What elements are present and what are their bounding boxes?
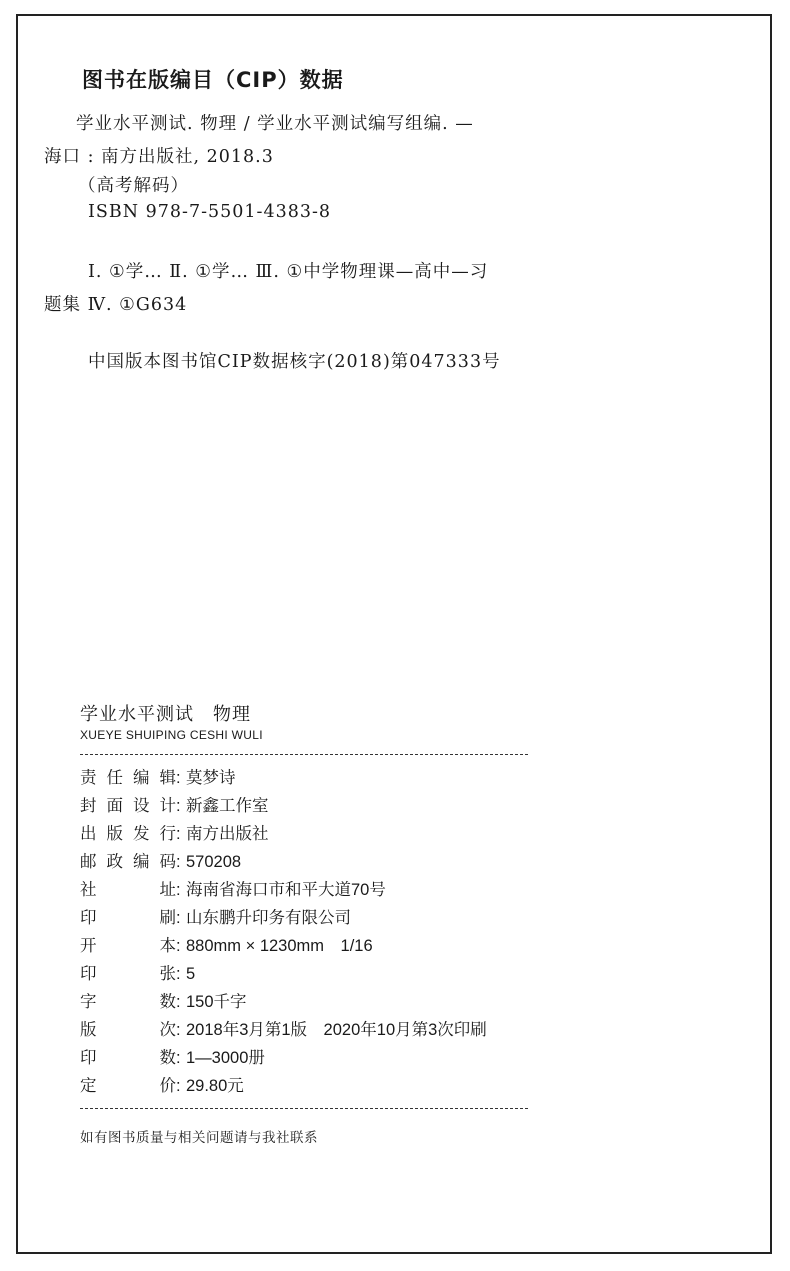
book-pinyin: XUEYE SHUIPING CESHI WULI (80, 728, 263, 742)
info-label: 印 刷 (80, 909, 176, 927)
info-value: 山东鹏升印务有限公司 (186, 909, 351, 927)
info-label: 社 址 (80, 881, 176, 899)
cip-line-record-number: 中国版本图书馆CIP数据核字(2018)第047333号 (88, 352, 501, 372)
info-value: 570208 (186, 853, 242, 871)
info-value: 29.80元 (186, 1077, 244, 1095)
info-value: 1—3000册 (186, 1049, 265, 1067)
info-label: 封面设计 (80, 797, 176, 815)
info-value: 莫梦诗 (186, 769, 236, 787)
cip-heading: 图书在版编目（CIP）数据 (82, 68, 344, 92)
info-row-postcode: 邮政编码 : 570208 (80, 848, 487, 876)
info-row-editor: 责任编辑 : 莫梦诗 (80, 764, 487, 792)
info-row-edition: 版 次 : 2018年3月第1版 2020年10月第3次印刷 (80, 1016, 487, 1044)
info-label: 字 数 (80, 993, 176, 1011)
book-title: 学业水平测试 物理 (80, 704, 251, 725)
info-row-publisher: 出版发行 : 南方出版社 (80, 820, 487, 848)
info-row-format: 开 本 : 880mm × 1230mm 1/16 (80, 932, 487, 960)
info-label: 开 本 (80, 937, 176, 955)
info-label: 印 张 (80, 965, 176, 983)
info-label: 定 价 (80, 1077, 176, 1095)
info-row-print-run: 印 数 : 1—3000册 (80, 1044, 487, 1072)
info-value: 海南省海口市和平大道70号 (186, 881, 386, 899)
info-label: 责任编辑 (80, 769, 176, 787)
info-row-word-count: 字 数 : 150千字 (80, 988, 487, 1016)
info-row-sheets: 印 张 : 5 (80, 960, 487, 988)
info-row-cover-design: 封面设计 : 新鑫工作室 (80, 792, 487, 820)
cip-line-publisher: 海口 : 南方出版社, 2018.3 (44, 147, 274, 167)
info-row-price: 定 价 : 29.80元 (80, 1072, 487, 1100)
info-value: 880mm × 1230mm 1/16 (186, 937, 373, 955)
publication-info (80, 764, 487, 1100)
info-label: 出版发行 (80, 825, 176, 843)
quality-contact-note: 如有图书质量与相关问题请与我社联系 (80, 1130, 318, 1146)
info-row-printer: 印 刷 : 山东鹏升印务有限公司 (80, 904, 487, 932)
cip-line-isbn: ISBN 978-7-5501-4383-8 (88, 202, 332, 222)
info-label: 邮政编码 (80, 853, 176, 871)
cip-line-series: （高考解码） (78, 176, 189, 196)
info-value: 新鑫工作室 (186, 797, 269, 815)
info-value: 5 (186, 965, 196, 983)
info-label: 印 数 (80, 1049, 176, 1067)
cip-line-subject: Ⅰ. ①学… Ⅱ. ①学… Ⅲ. ①中学物理课—高中—习 (88, 262, 489, 282)
info-value: 150千字 (186, 993, 247, 1011)
info-value: 2018年3月第1版 2020年10月第3次印刷 (186, 1021, 487, 1039)
divider-top (80, 754, 528, 755)
divider-bottom (80, 1108, 528, 1109)
cip-line-title: 学业水平测试. 物理 / 学业水平测试编写组编. — (76, 114, 474, 134)
info-value: 南方出版社 (186, 825, 269, 843)
cip-line-classification: 题集 Ⅳ. ①G634 (44, 295, 188, 315)
info-label: 版 次 (80, 1021, 176, 1039)
info-row-address: 社 址 : 海南省海口市和平大道70号 (80, 876, 487, 904)
